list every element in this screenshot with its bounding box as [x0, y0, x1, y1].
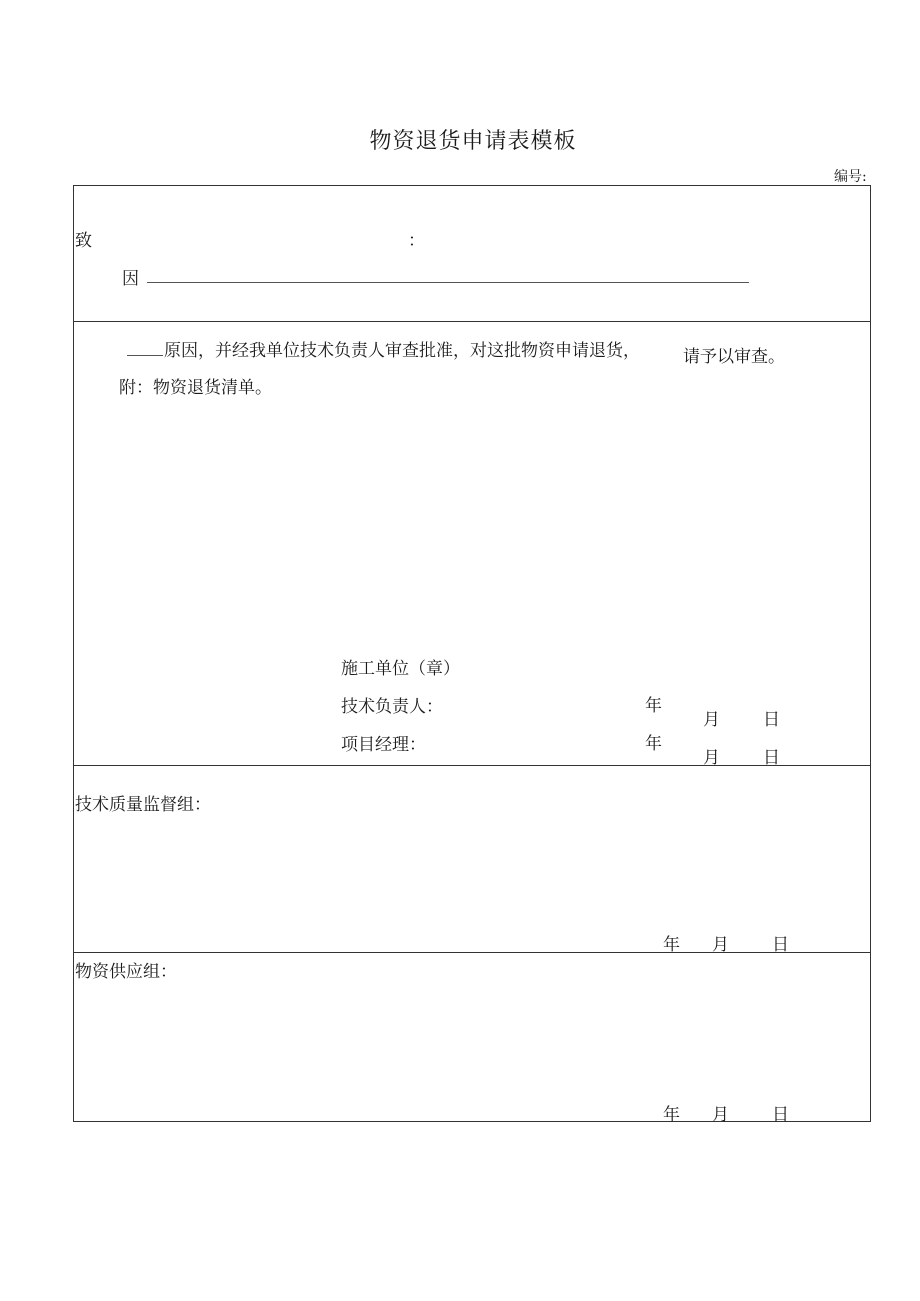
pm-month: 月 [703, 748, 720, 768]
material-supply-label: 物资供应组： [75, 962, 177, 982]
serial-number-label: 编号: [834, 169, 867, 185]
quality-supervision-label: 技术质量监督组： [75, 795, 211, 815]
to-colon: ： [408, 231, 425, 251]
quality-day: 日 [772, 935, 789, 955]
tech-lead-year: 年 [645, 696, 662, 716]
tech-lead-label: 技术负责人： [341, 697, 443, 717]
construction-unit-seal: 施工单位（章） [341, 659, 460, 679]
reason-label: 因 [122, 269, 139, 289]
attachment-note: 附：物资退货清单。 [119, 378, 272, 398]
tech-lead-month: 月 [703, 710, 720, 730]
supply-year: 年 [663, 1105, 680, 1125]
project-manager-label: 项目经理： [341, 735, 426, 755]
pm-year: 年 [645, 734, 662, 754]
form-table [73, 185, 871, 1122]
supply-day: 日 [772, 1105, 789, 1125]
application-statement-end: 请予以审查。 [683, 347, 785, 367]
quality-year: 年 [663, 935, 680, 955]
tech-lead-day: 日 [763, 710, 780, 730]
page-title: 物资退货申请表模板 [369, 129, 577, 154]
supply-month: 月 [712, 1105, 729, 1125]
reason-blank-line[interactable] [127, 355, 163, 356]
to-label: 致 [75, 231, 92, 251]
application-statement: 原因，并经我单位技术负责人审查批准，对这批物资申请退货， [164, 341, 640, 361]
reason-input-line[interactable] [147, 282, 749, 283]
divider-2 [73, 765, 871, 766]
divider-3 [73, 952, 871, 953]
quality-month: 月 [712, 935, 729, 955]
divider-1 [73, 321, 871, 322]
pm-day: 日 [763, 748, 780, 768]
